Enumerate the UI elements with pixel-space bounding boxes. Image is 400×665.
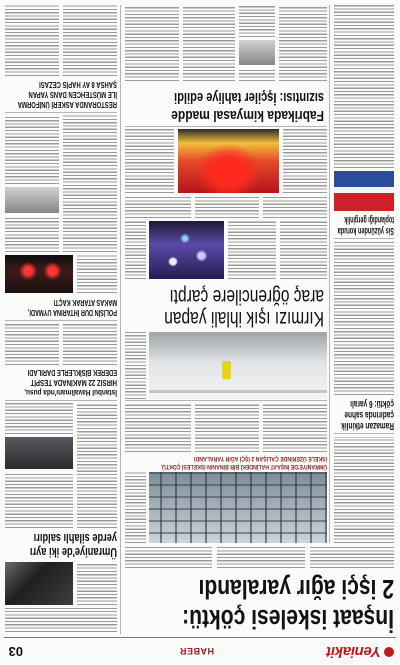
body-text — [239, 68, 275, 81]
body-text — [195, 403, 259, 452]
body-text — [217, 546, 305, 568]
headline-line: Kırmızı ışık ihlali yapan — [164, 307, 324, 330]
story-rule — [5, 400, 117, 401]
body-text — [195, 196, 259, 218]
body-text — [310, 546, 394, 568]
body-text — [77, 255, 117, 293]
body-text — [125, 546, 212, 568]
body-text — [125, 5, 179, 81]
body-text — [77, 403, 117, 528]
body-text — [334, 437, 394, 543]
main-headline-line: İnşaat iskelesi çöktü: — [182, 604, 394, 634]
body-text — [77, 562, 117, 605]
headline-line: RESTORANDA ASKERİ ÜNİFORMA — [17, 100, 117, 110]
body-text — [5, 608, 117, 632]
headline-line: POLİSİN DUR İHTARINA UYMADI, — [27, 308, 117, 318]
body-text — [63, 5, 117, 76]
headline-line: Ümraniye'de iki ayrı — [29, 545, 117, 559]
masthead-rule — [4, 637, 396, 638]
body-text — [125, 472, 146, 543]
headline-polis — [5, 298, 117, 318]
headline-line: yerde silahlı saldırı — [33, 531, 117, 545]
story-rule — [125, 126, 327, 127]
headline-line: toplandığı gerginlik — [344, 214, 394, 225]
headline-ramazan — [332, 398, 394, 431]
logo-bird-icon — [384, 647, 394, 657]
photo-sis-event — [334, 171, 394, 211]
body-text — [125, 221, 146, 279]
headline-line: İstanbul Havalimanı'nda pusu, — [24, 388, 117, 398]
main-subhead — [125, 455, 327, 470]
body-text — [5, 5, 59, 76]
photo-umraniye-attack — [5, 562, 73, 605]
body-text — [263, 196, 327, 218]
body-text — [125, 403, 191, 452]
headline-line: Ramazan etkinlik — [341, 420, 394, 432]
body-text — [63, 115, 117, 252]
headline-line: çöktü: 6 yaralı — [350, 398, 394, 410]
story-rule — [125, 400, 327, 401]
body-text — [5, 403, 73, 434]
headline-line: Fabrikada kimyasal madde — [171, 107, 324, 124]
body-text — [334, 241, 394, 395]
headline-line: Sis yüzünden koruda — [337, 225, 394, 236]
headline-umraniye — [5, 531, 117, 559]
body-text — [283, 129, 327, 193]
headline-line: MAKAS ATARAK KAÇTI — [53, 298, 117, 308]
body-text — [63, 323, 117, 365]
body-text — [263, 403, 327, 452]
photo-detail — [222, 361, 231, 379]
column-rule — [120, 5, 121, 634]
body-text — [5, 216, 59, 252]
story-rule — [334, 238, 394, 239]
section-label: HABER — [179, 646, 214, 656]
headline-line: araç öğrencilere çarptı — [169, 285, 324, 308]
headline-sis — [332, 214, 394, 236]
body-text — [239, 5, 275, 37]
body-text — [228, 221, 276, 279]
page-number: 03 — [8, 644, 23, 659]
headline-line: İLE MÜSTEHCEN DANS YAPAN — [28, 90, 117, 100]
main-headline-line: 2 işçi ağır yaralandı — [198, 574, 394, 604]
photo-umraniye-scene — [5, 437, 73, 469]
photo-police-chase — [5, 255, 73, 293]
photo-factory-leak — [178, 129, 279, 193]
headline-line: EDEREK BİSİKLERLE DARILADI — [27, 368, 117, 378]
body-text — [5, 323, 59, 365]
headline-fabrika — [125, 88, 324, 124]
main-headline — [124, 574, 394, 634]
subhead-line: İSKELE ÜZERİNDE ÇALIŞAN 2 İŞÇİ AĞIR YARALANDI — [193, 455, 327, 463]
headline-line: sızıntısı: İşçiler tahliye edildi — [174, 89, 324, 106]
photo-police-small — [5, 187, 59, 213]
column-rule — [329, 5, 330, 543]
body-text — [125, 129, 174, 193]
subhead-line: ÜMRANİYE'DE İNŞAAT HALİNDEKİ BİR BİNANIN İSKELESİ ÇÖKTÜ. — [160, 463, 327, 470]
body-text — [125, 196, 191, 218]
headline-line: ŞAHSA 8 AY HAPİS CEZASI — [39, 80, 117, 90]
logo: Yeniakit — [326, 643, 381, 660]
photo-factory-small — [239, 40, 275, 65]
headline-havalimani — [5, 368, 117, 398]
body-text — [183, 5, 235, 81]
body-text — [279, 5, 327, 81]
photo-detail — [149, 390, 327, 393]
photo-red-light-accident — [149, 221, 224, 279]
body-text — [5, 115, 59, 184]
story-rule — [5, 320, 117, 321]
story-rule — [334, 433, 394, 434]
photo-interior-worker — [149, 332, 327, 399]
body-text — [334, 5, 394, 168]
body-text — [5, 472, 73, 528]
body-text — [125, 332, 146, 399]
headline-kirmizi-isik — [125, 285, 324, 329]
photo-collapsed-scaffold — [149, 472, 327, 543]
headline-line: HIRSIZ 22 MAKİNADA TESPİT — [30, 378, 117, 388]
body-text — [280, 221, 327, 279]
headline-restoran — [5, 80, 117, 110]
headline-line: çadırında sahne — [344, 409, 394, 421]
story-rule — [5, 112, 117, 113]
